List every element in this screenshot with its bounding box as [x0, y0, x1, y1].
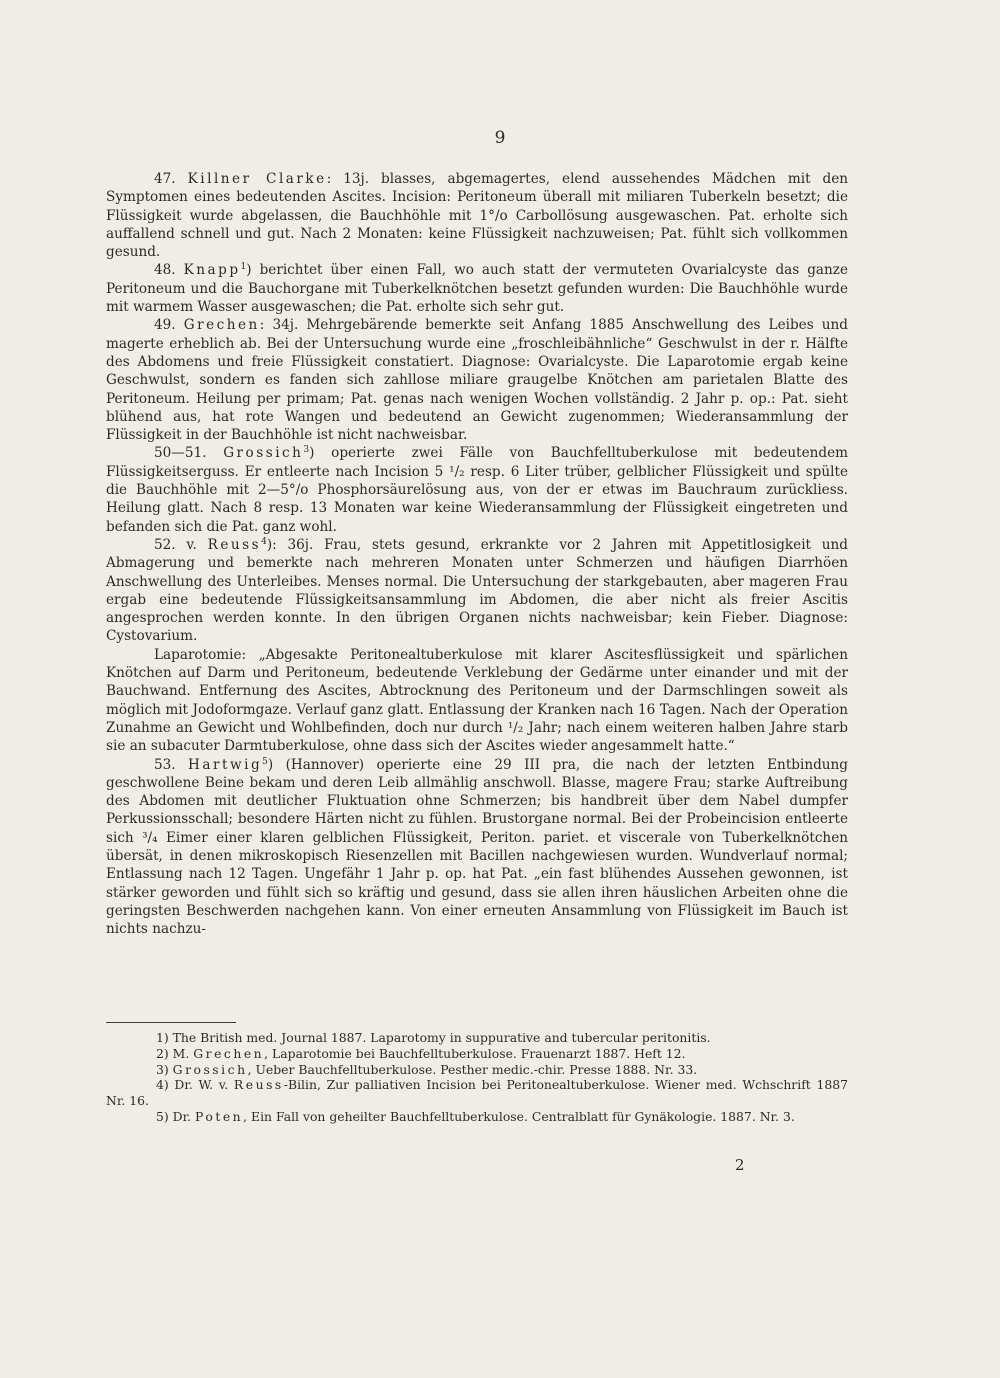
footnote-text: , Laparotomie bei Bauchfelltuberkulose. Frauenarzt 1887. Heft 12. — [264, 1045, 686, 1061]
case-text: ): 36j. Frau, stets gesund, erkrankte vor 2 Jahren mit Appetitlosigkeit und Abmagerung und bemerkte nach mehreren Monaten unter Schmerzen und häufigen Diarrhöen Anschwellung des Unterleibes. Menses normal. Die Untersuchung der starkgebauten, aber mageren Frau ergab eine bedeutende Flüssigkeitsansammlung im Abdomen, die aber nicht als freier Ascitis angesprochen werden konnte. In den übrigen Organen nichts nachweisbar; kein Fieber. Diagnose: Cystovarium. — [106, 536, 849, 645]
case-text: : 13j. blasses, abgemagertes, elend aussehendes Mädchen mit den Symptomen eines bedeutenden Ascites. Incision: Peritoneum überall mit miliaren Tuberkeln besetzt; die Flüssigkeit wurde abgelassen, die Bauchhöhle mit 1°/o Carbollösung ausgewaschen. Pat. erholte sich auffallend schnell und gut. Nach 2 Monaten: keine Flüssigkeit nachzuweisen; Pat. fühlt sich vollkommen gesund. — [106, 171, 849, 261]
author-name: Grechen — [193, 1045, 265, 1061]
case-paragraph-49 — [106, 316, 848, 444]
body-text — [106, 170, 848, 938]
case-number: 52. v. — [154, 536, 197, 553]
case-number: 50—51. — [154, 445, 207, 462]
case-paragraph-47 — [106, 170, 848, 261]
case-paragraph-50-51 — [106, 444, 848, 535]
footnote-text: 5) Dr. — [156, 1108, 192, 1124]
footnote-text: , Ein Fall von geheilter Bauchfelltuberkulose. Centralblatt für Gynäkologie. 1887. Nr. 3. — [243, 1108, 795, 1124]
laparotomy-paragraph — [106, 646, 848, 756]
footnote-ref: 5 — [262, 756, 268, 767]
case-text: ) operierte zwei Fälle von Bauchfelltuberkulose mit bedeutendem Flüssigkeitserguss. Er entleerte nach Incision 5 ¹/₂ resp. 6 Liter trüber, gelblicher Flüssigkeit und spülte die Bauchhöhle mit 2—5°/o Phosphorsäurelösung aus, von der er etwas im Bauchraum zurückliess. Heilung glatt. Nach 8 resp. 13 Monaten war keine Wiederansammlung der Flüssigkeit eingetreten und befanden sich die Pat. ganz wohl. — [106, 445, 849, 535]
case-text: ) berichtet über einen Fall, wo auch statt der vermuteten Ovarialcyste das ganze Peritoneum und die Bauchorgane mit Tuberkelknötchen besetzt gefunden wurden: Die Bauchhöhle wurde mit warmem Wasser ausgewaschen; die Pat. erholte sich sehr gut. — [106, 262, 848, 316]
author-name: Reuss — [207, 536, 262, 553]
author-name: Hartwig — [188, 756, 263, 773]
case-text: ) (Hannover) operierte eine 29 III pra, die nach der letzten Entbindung geschwollene Beine bekam und deren Leib allmählig anschwoll. Blasse, magere Frau; starke Auftreibung des Abdomen mit deutlicher Fluktuation ohne Schmerzen; bis handbreit über dem Nabel dumpfer Perkussionsschall; besondere Härten nicht zu fühlen. Brustorgane normal. Bei der Probeincision entleerte sich ³/₄ Eimer einer klaren gelblichen Flüssigkeit, Periton. pariet. et viscerale von Tuberkelknötchen übersät, in denen mikroskopisch Riesenzellen mit Bacillen nachgewiesen wurden. Wundverlauf normal; Entlassung nach 12 Tagen. Ungefähr 1 Jahr p. op. hat Pat. „ein fast blühendes Aussehen gewonnen, ist stärker geworden und fühlt sich so kräftig und gesund, dass sie allen ihren häuslichen Arbeiten ohne die geringsten Beschwerden nachgehen kann. Von einer erneuten Ansammlung von Flüssigkeit im Bauch ist nichts nachzu- — [106, 756, 848, 938]
footnote-3 — [106, 1062, 848, 1078]
case-paragraph-48 — [106, 261, 848, 316]
footnote-1 — [106, 1030, 848, 1046]
author-name: Grossich — [172, 1061, 248, 1077]
author-name: Killner Clarke — [187, 171, 327, 187]
footnote-text: 2) M. — [156, 1045, 190, 1061]
case-text: : 34j. Mehrgebärende bemerkte seit Anfang 1885 Anschwellung des Leibes und magerte erheblich ab. Bei der Untersuchung wurde eine „froschleibähnliche“ Geschwulst in der r. Hälfte des Abdomens und freie Flüssigkeit constatiert. Diagnose: Ovarialcyste. Die Laparotomie ergab keine Geschwulst, sondern es fanden sich zahllose miliare graugelbe Knötchen am parietalen Blatte des Peritoneum. Heilung per primam; Pat. genas nach wenigen Wochen vollständig. 2 Jahr p. op.: Pat. sieht blühend aus, hat rote Wangen und bedeutend an Gewicht zugenommen; Wiederansammlung der Flüssigkeit in der Bauchhöhle ist nicht nachweisbar. — [106, 317, 848, 444]
footnote-text: -Bilin, Zur palliativen Incision bei Peritonealtuberkulose. Wiener med. Wchschrift 1887 Nr. 16. — [106, 1077, 848, 1109]
footnote-text: , Ueber Bauchfelltuberkulose. Pesther medic.-chir. Presse 1888. Nr. 33. — [247, 1061, 698, 1077]
case-number: 49. — [154, 317, 176, 334]
footnote-text: 3) — [156, 1061, 169, 1077]
case-number: 48. — [154, 262, 176, 279]
case-number: 47. — [154, 171, 176, 187]
case-paragraph-53 — [106, 756, 848, 939]
author-name: Reuss — [233, 1077, 284, 1093]
footnote-ref: 4 — [261, 536, 267, 547]
case-paragraph-52 — [106, 536, 848, 646]
footnote-ref: 1 — [240, 262, 247, 273]
footnote-divider — [106, 1022, 236, 1023]
case-number: 53. — [154, 756, 176, 773]
author-name: Grossich — [223, 445, 304, 462]
footnote-2 — [106, 1046, 848, 1062]
page-number: 9 — [494, 128, 506, 148]
case-text: Laparotomie: „Abgesakte Peritonealtuberkulose mit klarer Ascitesflüssigkeit und spärlichen Knötchen auf Darm und Peritoneum, bedeutende Verklebung der Gedärme unter einander und mit der Bauchwand. Entfernung des Ascites, Abtrocknung des Peritoneum und der Darmschlingen soweit als möglich mit Jodoformgaze. Verlauf ganz glatt. Entlassung der Kranken nach 16 Tagen. Nach der Operation Zunahme an Gewicht und Wohlbefinden, doch nur durch ¹/₂ Jahr; nach einem weiteren halben Jahre starb sie an subacuter Darmtuberkulose, ohne dass sich der Ascites wieder angesammelt hatte.“ — [106, 646, 848, 755]
footnotes — [106, 1030, 848, 1125]
author-name: Poten — [195, 1108, 244, 1124]
author-name: Knapp — [183, 262, 241, 279]
signature-mark: 2 — [735, 1156, 745, 1174]
footnote-4 — [106, 1077, 848, 1109]
author-name: Grechen — [183, 317, 260, 334]
footnote-text: 4) Dr. W. v. — [156, 1077, 229, 1093]
footnote-ref: 3 — [303, 445, 310, 456]
footnote-5 — [106, 1109, 848, 1125]
footnote-text: 1) The British med. Journal 1887. Laparotomy in suppurative and tubercular peritonitis. — [156, 1030, 711, 1045]
